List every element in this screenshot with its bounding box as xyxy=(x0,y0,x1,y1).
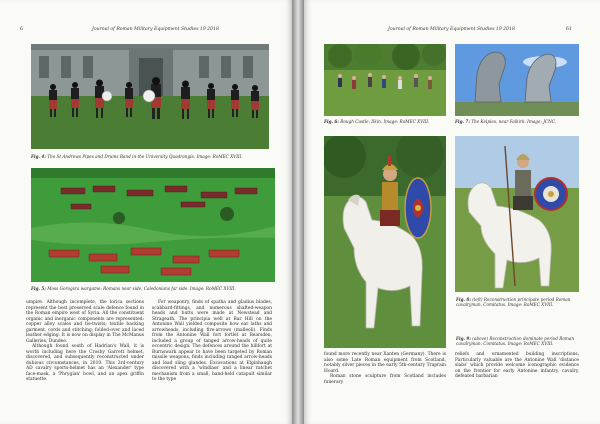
figure-4-photo xyxy=(31,44,269,149)
left-page-number: 6 xyxy=(20,27,23,32)
paragraph: Although found south of Hadrian's Wall, it is worth including here the Crosby Garrett helmet, discovered, and subsequently reconstructed under dubious circumstances, in 2010. This 3rd-century AD cavalry sports-helmet has an 'Alexander' type face-mask, a 'Phrygian' bowl, and an apex griffin statuette. xyxy=(26,344,144,382)
right-running-header: Journal of Roman Military Equipment Studies 19 2018 xyxy=(388,27,515,32)
figure-6-photo xyxy=(324,44,446,116)
left-page xyxy=(0,0,292,424)
figure-5-photo xyxy=(31,168,275,282)
right-page-column-2 xyxy=(455,352,579,380)
figure-6-text: Rough Castle, Ilkin. Image: RoMEC XVIII. xyxy=(338,119,430,124)
figure-4-caption xyxy=(31,154,269,159)
figure-7-photo xyxy=(455,44,579,116)
figure-6-caption xyxy=(324,119,446,124)
kelpies-illustration xyxy=(455,44,579,116)
right-page xyxy=(304,0,600,424)
paragraph: Roman stone sculpture from Scotland includes funerary xyxy=(324,374,446,385)
paragraph: For weaponry, finds of spatha and gladius blades, scabbard-fittings, and numerous shafted-weapon heads and butts were made at Newstead and Strageath. The principia well at Bar Hill on the Antonine Wall yielded composite bow ear laths and arrowheads, including fire-arrows (malleoli). Finds from the Antonine Wall fort fortlet at Bearsden, included a group of tanged arrow-heads of quite eccentric design. The defences around the hillfort at Burnswark appear to have been targeted by Roman missile weapons, finds including tanged arrow-heads and lead sling glandes. Excavations at Elginhaugh discovered with a 'windlass' and a linear ratchet mechanism from a small, hand-held catapult similar to the type xyxy=(152,300,272,382)
figure-4-text: The St Andrews Pipes and Drums Band in the University Quadrangle. Image: RoMEC XVIII. xyxy=(45,154,243,159)
figure-9-text: (above) Reconstruction dominate period Roman cavalryman. Comitatus. Image: RoMEC XVIII. xyxy=(456,336,575,347)
left-page-column-1 xyxy=(26,300,144,383)
figure-8-label: Fig. 8: xyxy=(456,297,471,302)
figure-6-label: Fig. 6: xyxy=(324,119,339,124)
figure-8-caption xyxy=(456,297,580,307)
figure-7-text: The Kelpies, near Falkirk. Image: JCNC. xyxy=(469,119,557,124)
rough-castle-illustration xyxy=(324,44,446,116)
pipers-band-illustration xyxy=(31,44,269,149)
figure-9-photo xyxy=(455,136,579,292)
figure-5-label: Fig. 5: xyxy=(31,286,46,291)
paragraph: found more recently near Xanten (Germany). There is also some Late Roman equipment from Scotland, notably silver pieces in the early 5th-century Traprain Hoard. xyxy=(324,352,446,374)
figure-4-label: Fig. 4: xyxy=(31,154,46,159)
spine-gutter xyxy=(292,0,304,424)
paragraph: umpire. Although incomplete, the lorica sections represent the best preserved scale defence found in the Roman empire west of Syria. All the constituent organic and inorganic components are represented: copper alloy scales and tie-twists; textile backing garment, cords and stitching; folded-over and laced leather edging. It is now on display in The McManus Galleries, Dundee. xyxy=(26,300,144,344)
figure-8-photo xyxy=(324,136,446,348)
figure-5-text: Moss Gorogsra wargame: Romans near side, Caledonians far side. Image: RoMEC XVIII. xyxy=(45,286,236,291)
principate-cavalryman-illustration xyxy=(324,136,446,348)
paragraph: reliefs and ornamented building inscriptions. Particularly valuable are the Antonine Wall 'distance slabs' which provide welcome iconographic evidence on the frontier for early Antonine infantry, cavalry, defeated barbarian xyxy=(455,352,579,379)
right-page-number: 61 xyxy=(566,27,572,32)
figure-7-label: Fig. 7: xyxy=(455,119,470,124)
figure-8-text: (left) Reconstruction principate period Roman cavalryman. Comitatus. Image: RoMEC XVIII. xyxy=(456,297,571,308)
left-running-header: Journal of Roman Military Equipment Studies 19 2018 xyxy=(92,27,219,32)
figure-9-label: Fig. 9: xyxy=(456,336,471,341)
wargame-table-illustration xyxy=(31,168,275,282)
figure-7-caption xyxy=(455,119,579,124)
dominate-cavalryman-illustration xyxy=(455,136,579,292)
left-page-column-2 xyxy=(152,300,272,383)
figure-5-caption xyxy=(31,286,275,291)
figure-9-caption xyxy=(456,336,580,346)
right-page-column-1 xyxy=(324,352,446,385)
